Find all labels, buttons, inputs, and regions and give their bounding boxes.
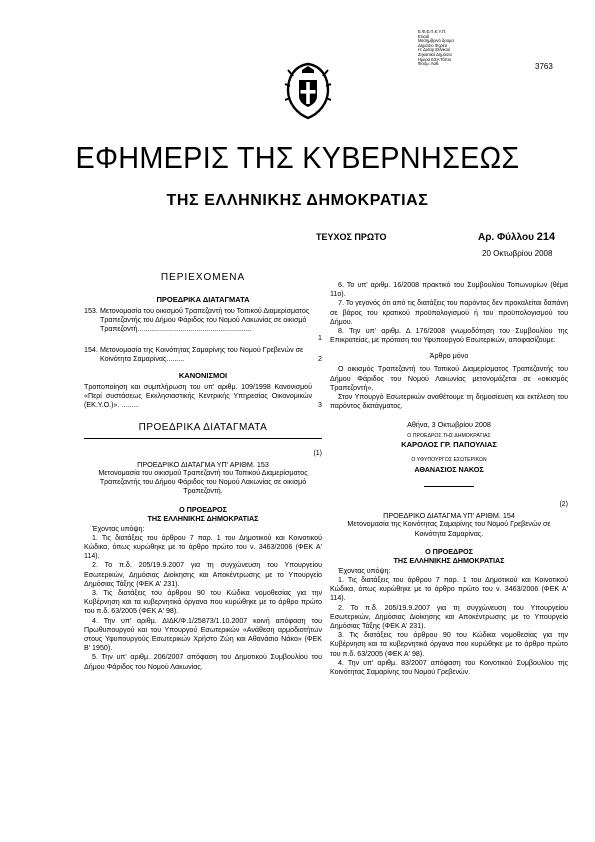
decree1-para: 5. Την υπ' αριθμ. 206/2007 απόφαση του Δημοτικού Συμβουλίου του Δήμου Φάριδος του Νομού Λακωνίας. (84, 653, 322, 671)
toc-item-page: 1 (318, 333, 322, 342)
decree2-para: 2. Το π.δ. 205/19.9.2007 για τη συγχώνευση του Υπουργείου Εσωτερικών, Δημόσιας Διοίκησης και Αποκέντρωσης με το Υπουργείο Δημόσιας Τάξης (ΦΕΚ Α' 231). (330, 603, 568, 631)
decree2-para: 3. Τις διατάξεις του άρθρου 90 του Κώδικα νομοθεσίας για την Κυβέρνηση και τα κυβερνητικά όργανα που κυρώθηκε με το άρθρο πρώτο του π.δ. 63/2005 (ΦΕΚ Α' 98). (330, 631, 568, 658)
sheet-label: Αρ. Φύλλου (478, 232, 534, 243)
decree1-para: 1. Τις διατάξεις του άρθρου 7 παρ. 1 του Δημοτικού και Κοινοτικού Κώδικα, όπως κυρώθηκε με το άρθρο πρώτο του ν. 3463/2006 (ΦΕΚ Α' 114). (84, 533, 322, 561)
decree2-para: 1. Τις διατάξεις του άρθρου 7 παρ. 1 του Δημοτικού και Κοινοτικού Κώδικα, όπως κυρώθηκε με το άρθρο πρώτο του ν. 3463/2006 (ΦΕΚ Α' 114). (330, 576, 568, 603)
section-rule (84, 438, 322, 439)
decree1-para: 3. Τις διατάξεις του άρθρου 90 του Κώδικα νομοθεσίας για την Κυβέρνηση και τα κυβερνητικά όργανα που κυρώθηκε με το άρθρο πρώτο του π.δ. 63/2005 (ΦΕΚ Α' 98). (84, 589, 322, 616)
toc-item-page: 3 (318, 400, 322, 409)
separator-rule (424, 486, 474, 487)
toc-item-page: 2 (318, 354, 322, 363)
right-column (330, 281, 568, 677)
toc-item-number: 153. (84, 307, 98, 315)
toc-item-text: Τροποποίηση και συμπλήρωση του υπ' αριθμ. 109/1998 Κανονισμού «Περί συστάσεως Εκκλησιαστικής Κεντρικής Υπηρεσίας Οικονομικών (ΕΚ.Υ.Ο.)». ......... (84, 383, 312, 410)
decree1-para: 2. Το π.δ. 205/19.9.2007 για τη συγχώνευση του Υπουργείου Εσωτερικών, Δημόσιας Διοίκησης και Αποκέντρωσης με το Υπουργείο Δημόσιας Τάξης (ΦΕΚ Α' 231). (84, 561, 322, 588)
decree2-heading: ΠΡΟΕΔΡΙΚΟ ΔΙΑΤΑΓΜΑ ΥΠ' ΑΡΙΘΜ. 154 (383, 511, 515, 521)
small-print-line: Ετιαιδ (418, 33, 430, 39)
president-label: Ο ΠΡΟΕΔΡΟΣ ΤΗΣ ΔΗΜΟΚΡΑΤΙΑΣ (407, 433, 491, 440)
toc-list (84, 307, 322, 364)
page-number: 3763 (535, 62, 553, 71)
small-print-line: Ημερα ΕΣΑ Τάπισ (418, 56, 452, 62)
decree2-considering: Έχοντας υπόψη: (338, 566, 391, 575)
decree2-summary: Μετονομασία της Κοινότητας Σαμαρίνης του Νομού Γρεβενών σε Κοινότητα Σαμαρίνας. (347, 520, 551, 538)
small-print-line: Ζηκοιτικό Δημόσιο (418, 51, 452, 57)
decree2-marker: (2) (559, 501, 568, 509)
article-para: Στον Υπουργό Εσωτερικών αναθέτουμε τη δημοσίευση και εκτέλεση του παρόντος διατάγματος. (330, 393, 568, 411)
toc-item-text: Μετονομασία της Κοινότητας Σαμαρίνης του Νομού Γρεβενών σε Κοινότητα Σαμαρίνας......... (100, 346, 304, 364)
decree1-president-line2: ΤΗΣ ΕΛΛΗΝΙΚΗΣ ΔΗΜΟΚΡΑΤΙΑΣ (147, 513, 259, 523)
small-print-line: Η: Δισαρ Εθνικού (418, 47, 451, 53)
decree2-president-line1: Ο ΠΡΟΕΔΡΟΣ (425, 546, 473, 556)
small-print-block (418, 30, 476, 67)
toc-item[interactable] (84, 307, 322, 343)
small-print-line: Δημόσιο Φορέα (418, 42, 448, 48)
sheet-number-block (478, 231, 555, 243)
decree1-para-cont: 8. Την υπ' αριθμ. Δ 176/2008 γνωμοδότηση του Συμβουλίου της Επικρατείας, με πρόταση του Υφυπουργού Εσωτερικών, αποφασίζουμε: (330, 327, 568, 345)
gazette-title: ΕΦΗΜΕΡΙΣ ΤΗΣ ΚΥΒΕΡΝΗΣΕΩΣ (75, 140, 520, 175)
gazette-subtitle: ΤΗΣ ΕΛΛΗΝΙΚΗΣ ΔΗΜΟΚΡΑΤΙΑΣ (166, 192, 429, 209)
toc-item[interactable] (84, 346, 322, 364)
decree1-marker: (1) (313, 450, 322, 457)
toc-item-regulation[interactable] (84, 383, 322, 410)
decree1-summary: Μετονομασία του οικισμού Τραπεζαντή του Τοπικού Διαμερίσματος Τραπεζαντής του Δήμου Φάριδος του Νομού Λακωνίας σε οικισμό Τραπεζοντή. (98, 469, 308, 496)
left-column (84, 272, 322, 672)
decrees-section-title: ΠΡΟΕΔΡΙΚΑ ΔΙΑΤΑΓΜΑΤΑ (138, 422, 268, 433)
article-para: Ο οικισμός Τραπεζαντή του Τοπικού Διαμερίσματος Τραπεζαντής του Δήμου Φάριδος του Νομού Λακωνίας μετονομάζεται σε «οικισμός Τραπεζοντή». (330, 365, 568, 392)
toc-item-text: Μετονομασία του οικισμού Τραπεζαντή του Τοπικού Διαμερίσματος Τραπεζαντής του Δήμου Φάριδος του Νομού Λακωνίας σε οικισμό Τραπεζοντή.......................................................... (100, 307, 310, 334)
single-article-heading: Άρθρο μόνο (429, 351, 469, 361)
deputy-minister-label: Ο ΥΦΥΠΟΥΡΓΟΣ ΕΣΩΤΕΡΙΚΩΝ (411, 457, 487, 464)
decree1-considering: Έχοντας υπόψη: (92, 524, 145, 533)
coat-of-arms-emblem (284, 60, 332, 122)
decree2-president-line2: ΤΗΣ ΕΛΛΗΝΙΚΗΣ ΔΗΜΟΚΡΑΤΙΑΣ (393, 555, 505, 565)
place-date: Αθήνα, 3 Οκτωβρίου 2008 (407, 420, 491, 430)
toc-heading: ΠΕΡΙΕΧΟΜΕΝΑ (160, 272, 246, 283)
small-print-line: Φοσμ. Λαθ. (418, 61, 440, 67)
toc-item-number: 154. (84, 346, 98, 354)
sheet-number: 214 (536, 231, 556, 243)
issue-type: ΤΕΥΧΟΣ ΠΡΩΤΟ (316, 232, 387, 242)
deputy-minister-name: ΑΘΑΝΑΣΙΟΣ ΝΑΚΟΣ (414, 465, 484, 475)
toc-section-decrees: ΠΡΟΕΔΡΙΚΑ ΔΙΑΤΑΓΜΑΤΑ (156, 295, 250, 304)
small-print-line: Ε.Φ.Ε.Π.Κ.Υ.Π. (418, 29, 447, 34)
decree1-para: 4. Την υπ' αριθμ. ΔΙΔΚ/Φ.1/25873/1.10.2007 κοινή απόφαση του Πρωθυπουργού και του Υπουργού Εσωτερικών «Ανάθεση αρμοδιοτήτων στους Υφυπουργούς Εσωτερικών Χρήστο Ζώη και Αθανάσιο Νάκο» (ΦΕΚ Β' 1950). (84, 616, 322, 653)
toc-section-regulations: ΚΑΝΟΝΙΣΜΟΙ (178, 371, 228, 380)
decree1-heading: ΠΡΟΕΔΡΙΚΟ ΔΙΑΤΑΓΜΑ ΥΠ' ΑΡΙΘΜ. 153 (137, 460, 269, 469)
decree1-para-cont: 7. Το γεγονός ότι από τις διατάξεις του παρόντος δεν προκαλείται δαπάνη σε βάρος του κρατικού προϋπολογισμού ή του προϋπολογισμού του Δήμου. (330, 299, 569, 326)
decree1-president-line1: Ο ΠΡΟΕΔΡΟΣ (179, 504, 227, 514)
small-print-line: Μεσημβρινό δρομο (418, 38, 454, 44)
decree1-para-cont: 6. Το υπ' αριθμ. 16/2008 πρακτικό του Συμβουλίου Τοπωνυμίων (θέμα 11ο). (330, 281, 568, 299)
decree2-para: 4. Την υπ' αριθμ. 83/2007 απόφαση του Κοινοτικού Συμβουλίου της Κοινότητας Σαμαρίνης του Νομού Γρεβενών. (330, 658, 568, 677)
president-name: ΚΑΡΟΛΟΣ ΓΡ. ΠΑΠΟΥΛΙΑΣ (401, 440, 497, 450)
issue-date: 20 Οκτωβρίου 2008 (482, 249, 553, 258)
